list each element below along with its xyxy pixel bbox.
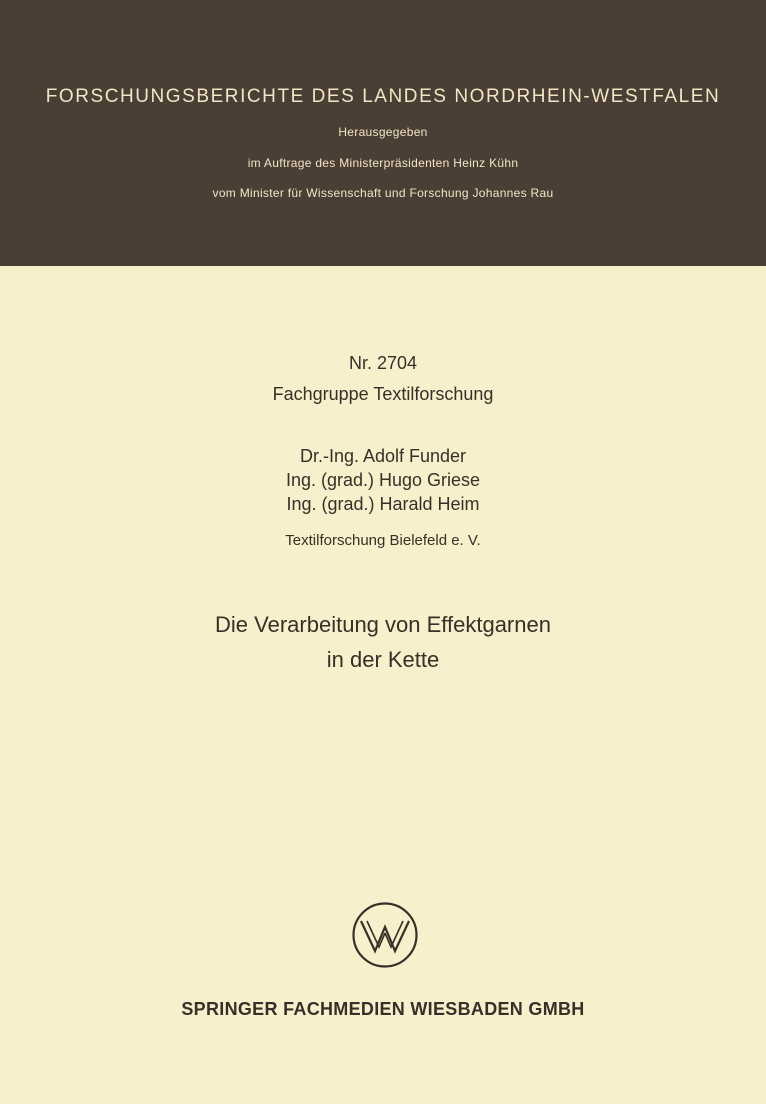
editor-line-1: Herausgegeben bbox=[338, 125, 428, 139]
author-3: Ing. (grad.) Harald Heim bbox=[286, 494, 480, 514]
institution: Textilforschung Bielefeld e. V. bbox=[285, 532, 481, 549]
editor-line-2: im Auftrage des Ministerpräsidenten Heinz Kühn bbox=[247, 156, 519, 170]
author-1: Dr.-Ing. Adolf Funder bbox=[299, 446, 467, 466]
header-band bbox=[0, 0, 766, 266]
springer-wv-logo-icon bbox=[351, 901, 419, 969]
series-title: FORSCHUNGSBERICHTE DES LANDES NORDRHEIN-WESTFALEN bbox=[45, 86, 721, 107]
report-number: Nr. 2704 bbox=[348, 353, 418, 373]
book-title-line-1: Die Verarbeitung von Effektgarnen bbox=[215, 612, 551, 637]
subject-group: Fachgruppe Textilforschung bbox=[272, 384, 494, 404]
publisher-name: SPRINGER FACHMEDIEN WIESBADEN GMBH bbox=[181, 999, 585, 1019]
editor-line-3: vom Minister für Wissenschaft und Forschung Johannes Rau bbox=[212, 186, 554, 200]
book-title-line-2: in der Kette bbox=[326, 647, 440, 672]
author-2: Ing. (grad.) Hugo Griese bbox=[285, 470, 481, 490]
